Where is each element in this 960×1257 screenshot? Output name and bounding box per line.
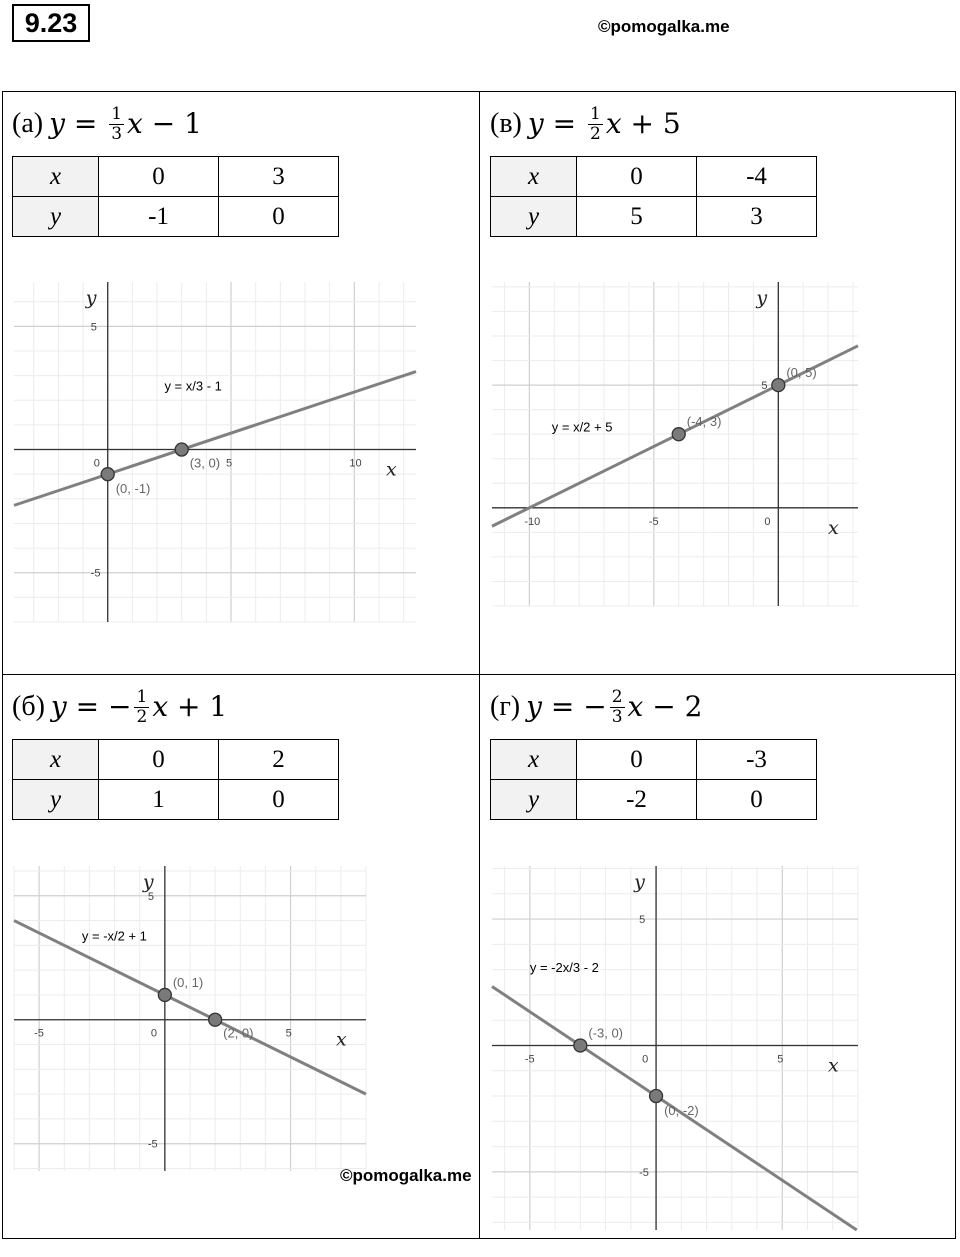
- table-cell: -4: [697, 157, 817, 197]
- point-label: (-4, 3): [686, 414, 722, 430]
- x-tick-label: 5: [285, 1027, 292, 1040]
- y-tick-label: 5: [639, 914, 646, 927]
- point-label: (3, 0): [189, 455, 221, 471]
- chart-a: [14, 282, 416, 622]
- eq-op: +: [630, 107, 654, 140]
- data-point: [672, 428, 685, 441]
- table-row: [13, 740, 339, 780]
- eq-const: 1: [184, 107, 202, 140]
- eq-equals: =: [550, 690, 575, 723]
- eq-denominator: 2: [136, 706, 148, 727]
- table-cell: 1: [99, 780, 219, 820]
- line-equation-label: y = x/3 - 1: [164, 378, 222, 394]
- table-cell: 0: [697, 780, 817, 820]
- y-tick-label: -5: [147, 1138, 158, 1151]
- equation-label: (б): [12, 691, 45, 722]
- eq-var: x: [152, 690, 169, 723]
- x-axis-label: x: [828, 1054, 839, 1077]
- y-tick-label: 5: [90, 321, 97, 334]
- table-cell: 2: [219, 740, 339, 780]
- table-header-y: y: [491, 197, 577, 237]
- table-cell: 3: [697, 197, 817, 237]
- y-axis-label: y: [756, 287, 768, 309]
- eq-op: −: [151, 107, 176, 140]
- point-label: (0, -2): [664, 1103, 699, 1119]
- data-point: [574, 1039, 587, 1052]
- x-tick-label: 0: [642, 1053, 649, 1066]
- y-axis-label: y: [85, 287, 97, 309]
- x-axis-label: x: [828, 516, 839, 539]
- y-tick-label: -5: [639, 1166, 649, 1179]
- table-header-x: x: [491, 157, 577, 197]
- watermark-bottom: ©pomogalka.me: [340, 1166, 472, 1185]
- eq-fraction: [109, 105, 124, 144]
- eq-lhs: y: [50, 690, 67, 723]
- point-label: (0, 1): [172, 974, 204, 990]
- table-cell: -3: [697, 740, 817, 780]
- eq-var: x: [127, 107, 143, 140]
- x-tick-label: 0: [764, 515, 771, 528]
- table-cell: -2: [577, 780, 697, 820]
- eq-var: x: [605, 107, 622, 140]
- line-equation-label: y = -2x/3 - 2: [529, 960, 599, 976]
- table-cell: 0: [577, 740, 697, 780]
- table-row: [13, 157, 339, 197]
- eq-const: 1: [209, 690, 228, 723]
- eq-numerator: 1: [589, 103, 601, 124]
- eq-fraction: [134, 688, 149, 727]
- point-label: (-3, 0): [588, 1025, 624, 1041]
- value-table-g: [490, 739, 817, 820]
- x-axis-label: x: [336, 1028, 347, 1051]
- table-header-y: y: [13, 780, 99, 820]
- table-cell: 0: [99, 740, 219, 780]
- equation-b: [12, 685, 227, 729]
- table-header-x: x: [13, 740, 99, 780]
- eq-var: x: [627, 690, 644, 723]
- x-tick-label: -5: [648, 515, 659, 528]
- eq-sign: −: [583, 690, 607, 723]
- eq-lhs: y: [526, 690, 542, 723]
- eq-op: −: [652, 690, 676, 723]
- table-cell: 0: [219, 197, 339, 237]
- x-axis-label: x: [386, 458, 397, 481]
- table-cell: 0: [577, 157, 697, 197]
- equation-label: (г): [490, 691, 521, 722]
- table-cell: 3: [219, 157, 339, 197]
- x-tick-label: -10: [524, 515, 541, 528]
- eq-lhs: y: [49, 107, 65, 140]
- table-row: [491, 740, 817, 780]
- table-cell: -1: [99, 197, 219, 237]
- x-tick-label: -5: [34, 1027, 44, 1040]
- point-label: (0, -1): [115, 481, 151, 497]
- equation-g: [490, 685, 702, 729]
- data-point: [209, 1013, 222, 1026]
- y-tick-label: -5: [90, 567, 101, 580]
- equation-label: (в): [490, 108, 522, 139]
- table-row: [13, 780, 339, 820]
- problem-number: 9.23: [12, 4, 90, 42]
- x-tick-label: 10: [349, 457, 362, 470]
- eq-lhs: y: [527, 107, 544, 140]
- eq-op: +: [177, 690, 201, 723]
- x-tick-label: -5: [524, 1053, 535, 1066]
- chart-v: [492, 282, 858, 606]
- watermark-top: ©pomogalka.me: [598, 17, 730, 36]
- table-row: [13, 197, 339, 237]
- data-point: [158, 988, 171, 1001]
- eq-numerator: 1: [111, 103, 123, 124]
- table-row: [491, 197, 817, 237]
- point-label: (2, 0): [223, 1025, 254, 1041]
- eq-sign: −: [108, 690, 132, 723]
- y-tick-label: 5: [147, 890, 154, 903]
- eq-const: 5: [662, 107, 681, 140]
- chart-g: [492, 866, 858, 1230]
- value-table-v: [490, 156, 817, 237]
- table-header-x: x: [13, 157, 99, 197]
- data-point: [101, 468, 114, 481]
- equation-a: [12, 102, 202, 146]
- table-header-x: x: [491, 740, 577, 780]
- value-table-a: [12, 156, 339, 237]
- y-axis-label: y: [142, 871, 154, 893]
- eq-equals: =: [75, 690, 100, 723]
- table-row: [491, 157, 817, 197]
- y-tick-label: 5: [761, 380, 768, 393]
- eq-denominator: 3: [111, 123, 123, 144]
- table-cell: 5: [577, 197, 697, 237]
- value-table-b: [12, 739, 339, 820]
- x-tick-label: 5: [226, 457, 233, 470]
- table-cell: 0: [99, 157, 219, 197]
- eq-fraction: [610, 688, 625, 727]
- eq-numerator: 1: [136, 686, 148, 707]
- line-equation-label: y = -x/2 + 1: [81, 928, 147, 944]
- y-axis-label: y: [634, 871, 645, 893]
- eq-equals: =: [73, 107, 98, 140]
- data-point: [772, 379, 785, 392]
- eq-const: 2: [684, 690, 703, 723]
- eq-fraction: [588, 105, 603, 144]
- x-tick-label: 0: [150, 1027, 157, 1040]
- table-header-y: y: [13, 197, 99, 237]
- equation-v: [490, 102, 681, 146]
- table-cell: 0: [219, 780, 339, 820]
- table-header-y: y: [491, 780, 577, 820]
- eq-equals: =: [552, 107, 577, 140]
- table-row: [491, 780, 817, 820]
- data-point: [175, 443, 188, 456]
- data-point: [650, 1090, 663, 1103]
- eq-numerator: 2: [611, 686, 623, 707]
- eq-denominator: 3: [611, 706, 623, 727]
- eq-denominator: 2: [589, 123, 601, 144]
- line-equation-label: y = x/2 + 5: [551, 419, 613, 435]
- equation-label: (а): [12, 108, 44, 139]
- chart-b: [14, 866, 366, 1171]
- x-tick-label: 0: [93, 457, 100, 470]
- point-label: (0, 5): [786, 365, 817, 381]
- x-tick-label: 5: [777, 1053, 784, 1066]
